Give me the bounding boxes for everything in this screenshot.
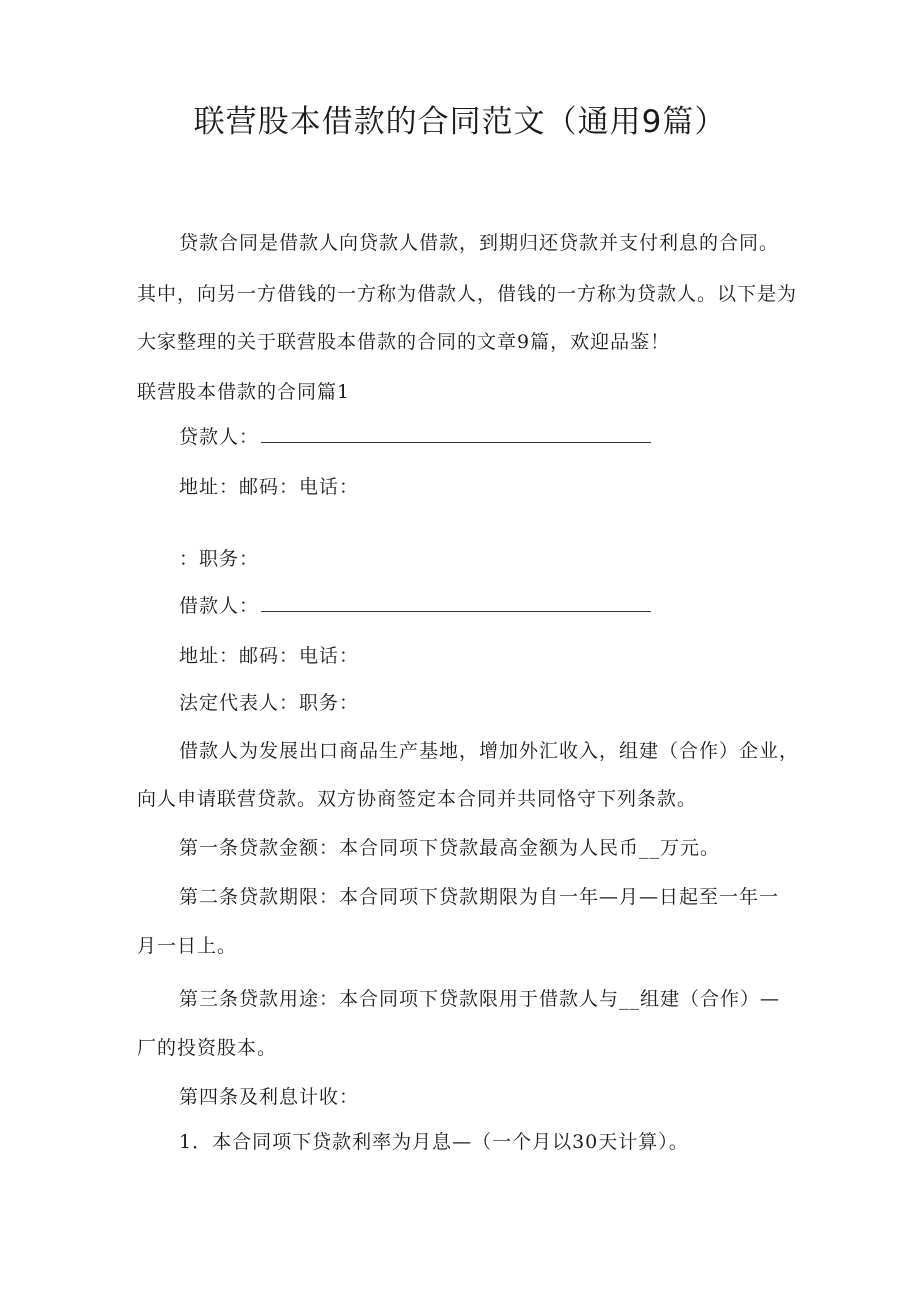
lender-position: ：职务： (179, 548, 260, 570)
article-3-line-1: 第三条贷款用途：本合同项下贷款限用于借款人与__组建（合作）— (179, 988, 781, 1010)
section-heading: 联营股本借款的合同篇1 (137, 381, 351, 403)
lender-label: 贷款人： (179, 426, 260, 448)
borrower-label: 借款人： (179, 595, 260, 617)
intro-line-2: 其中，向另一方借钱的一方称为借款人，借钱的一方称为贷款人。以下是为 (137, 283, 798, 305)
article-2-line-2: 月一日上。 (137, 935, 238, 957)
borrower-line (179, 592, 651, 620)
article-2-line-1: 第二条贷款期限：本合同项下贷款期限为自一年—月—日起至一年一 (179, 886, 780, 908)
borrower-blank (261, 593, 651, 612)
purpose-line-2: 向人申请联营贷款。双方协商签定本合同并共同恪守下列条款。 (137, 788, 698, 810)
borrower-rep: 法定代表人：职务： (179, 692, 360, 714)
article-1: 第一条贷款金额：本合同项下贷款最高金额为人民币__万元。 (179, 837, 721, 859)
lender-blank (261, 424, 651, 443)
lender-contact: 地址：邮码：电话： (179, 476, 360, 498)
borrower-contact: 地址：邮码：电话： (179, 645, 360, 667)
document-title: 联营股本借款的合同范文（通用9篇） (193, 104, 727, 140)
article-4: 第四条及利息计收： (179, 1086, 360, 1108)
intro-line-1: 贷款合同是借款人向贷款人借款，到期归还贷款并支付利息的合同。 (179, 232, 780, 254)
lender-line (179, 423, 651, 451)
clause-1: 1．本合同项下贷款利率为月息—（一个月以30天计算）。 (179, 1131, 689, 1153)
purpose-line-1: 借款人为发展出口商品生产基地，增加外汇收入，组建（合作）企业， (179, 740, 800, 762)
intro-line-3: 大家整理的关于联营股本借款的合同的文章9篇，欢迎品鉴！ (137, 331, 671, 353)
article-3-line-2: 厂的投资股本。 (137, 1037, 278, 1059)
